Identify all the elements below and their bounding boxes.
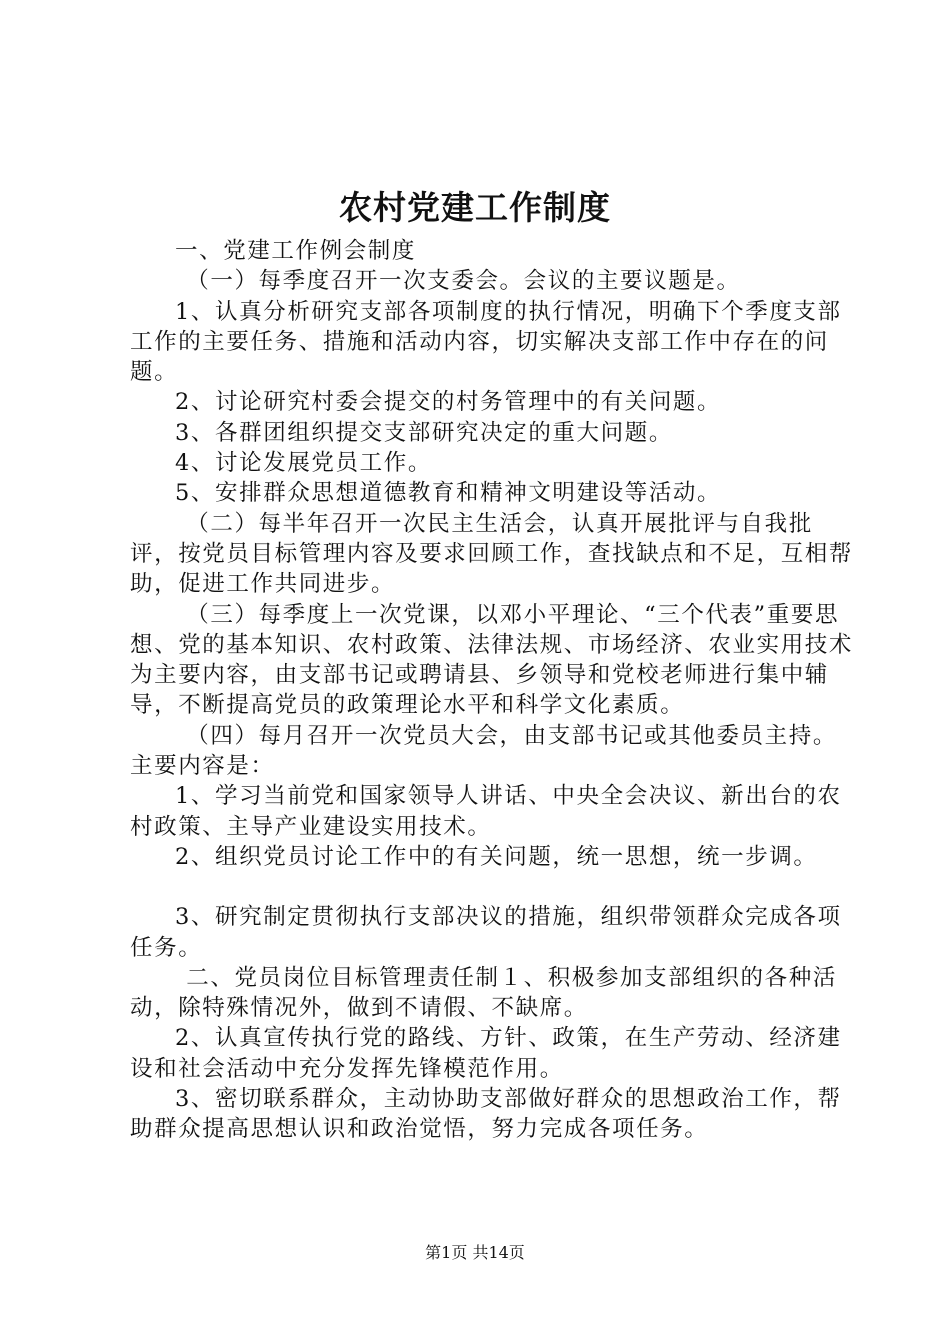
paragraph: （四）每月召开一次党员大会，由支部书记或其他委员主持。主要内容是： <box>130 722 837 780</box>
paragraph: （一）每季度召开一次支委会。会议的主要议题是。 <box>186 268 741 295</box>
paragraph: 1、认真分析研究支部各项制度的执行情况，明确下个季度支部工作的主要任务、措施和活动内容，切实解决支部工作中存在的问题。 <box>130 298 842 386</box>
page-number-footer: 第1页 共14页 <box>425 1243 525 1262</box>
paragraph: 3、密切联系群众，主动协助支部做好群众的思想政治工作，帮助群众提高思想认识和政治觉悟，努力完成各项任务。 <box>130 1086 842 1143</box>
section-heading: 一、党建工作例会制度 <box>175 238 417 264</box>
paragraph: 2、讨论研究村委会提交的村务管理中的有关问题。 <box>175 389 722 416</box>
section-heading: 二、党员岗位目标管理责任制１、积极参加支部组织的各种活动，除特殊情况外，做到不请假、不缺席。 <box>130 964 837 1022</box>
paragraph: 3、各群团组织提交支部研究决定的重大问题。 <box>175 419 673 446</box>
paragraph: 2、认真宣传执行党的路线、方针、政策，在生产劳动、经济建设和社会活动中充分发挥先锋模范作用。 <box>130 1025 842 1082</box>
paragraph: （三）每季度上一次党课，以邓小平理论、“三个代表”重要思想、党的基本知识、农村政策、法律法规、市场经济、农业实用技术为主要内容，由支部书记或聘请县、乡领导和党校老师进行集中辅导，不断提高党员的政策理论水平和科学文化素质。 <box>130 601 854 719</box>
paragraph: 1、学习当前党和国家领导人讲话、中央全会决议、新出台的农村政策、主导产业建设实用技术。 <box>130 783 842 840</box>
paragraph: （二）每半年召开一次民主生活会，认真开展批评与自我批评，按党员目标管理内容及要求回顾工作，查找缺点和不足，互相帮助，促进工作共同进步。 <box>130 510 854 598</box>
document-title: 农村党建工作制度 <box>339 188 611 227</box>
document-body <box>130 236 854 1145</box>
paragraph: 5、安排群众思想道德教育和精神文明建设等活动。 <box>175 480 722 507</box>
paragraph: 3、研究制定贯彻执行支部决议的措施，组织带领群众完成各项任务。 <box>130 904 842 961</box>
paragraph: 2、组织党员讨论工作中的有关问题，统一思想，统一步调。 <box>175 843 818 870</box>
paragraph: 4、讨论发展党员工作。 <box>175 450 432 477</box>
